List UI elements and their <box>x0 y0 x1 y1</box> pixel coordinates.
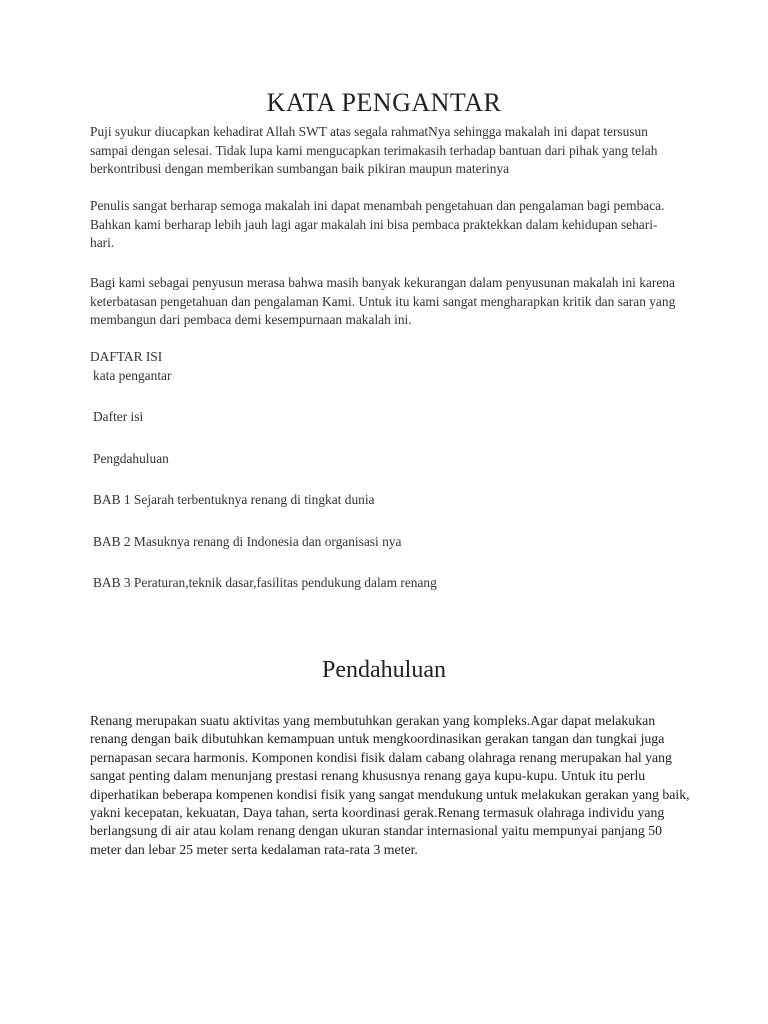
page-title: KATA PENGANTAR <box>266 88 502 117</box>
section-title: Pendahuluan <box>322 657 446 683</box>
toc-item: BAB 3 Peraturan,teknik dasar,fasilitas pendukung dalam renang <box>93 575 437 590</box>
preface-paragraph-2: Penulis sangat berharap semoga makalah ini dapat menambah pengetahuan dan pengalaman bagi pembaca. Bahkan kami berharap lebih jauh lagi agar makalah ini bisa pembaca praktekkan dalam kehidupan sehari-hari. <box>90 198 665 250</box>
toc-heading: DAFTAR ISI <box>90 349 163 364</box>
preface-paragraph-1: Puji syukur diucapkan kehadirat Allah SWT atas segala rahmatNya sehingga makalah ini dapat tersusun sampai dengan selesai. Tidak lupa kami mengucapkan terimakasih terhadap bantuan dari pihak yang telah berkontribusi dengan memberikan sumbangan baik pikiran maupun materinya <box>90 124 658 176</box>
toc-item: BAB 2 Masuknya renang di Indonesia dan organisasi nya <box>93 534 402 549</box>
section-body-paragraph: Renang merupakan suatu aktivitas yang membutuhkan gerakan yang kompleks.Agar dapat melakukan renang dengan baik dibutuhkan kemampuan untuk mengkoordinasikan gerakan tangan dan tungkai juga pernapasan secara harmonis. Komponen kondisi fisik dalam cabang olahraga renang merupakan hal yang sangat penting dalam menunjang prestasi renang khususnya renang gaya kupu-kupu. Untuk itu perlu diperhatikan beberapa kompenen kondisi fisik yang sangat mendukung untuk melakukan gerakan yang baik, yakni kecepatan, kekuatan, Daya tahan, serta koordinasi gerak.Renang termasuk olahraga individu yang berlangsung di air atau kolam renang dengan ukuran standar internasional yaitu mempunyai panjang 50 meter dan lebar 25 meter serta kedalaman rata-rata 3 meter. <box>90 713 690 857</box>
toc-item: kata pengantar <box>93 368 172 383</box>
toc-item: Pengdahuluan <box>93 451 169 466</box>
toc-item: Dafter isi <box>93 409 144 424</box>
toc-item: BAB 1 Sejarah terbentuknya renang di tingkat dunia <box>93 492 375 507</box>
preface-paragraph-3: Bagi kami sebagai penyusun merasa bahwa masih banyak kekurangan dalam penyusunan makalah ini karena keterbatasan pengetahuan dan pengalaman Kami. Untuk itu kami sangat mengharapkan kritik dan saran yang membangun dari pembaca demi kesempurnaan makalah ini. <box>90 275 676 327</box>
